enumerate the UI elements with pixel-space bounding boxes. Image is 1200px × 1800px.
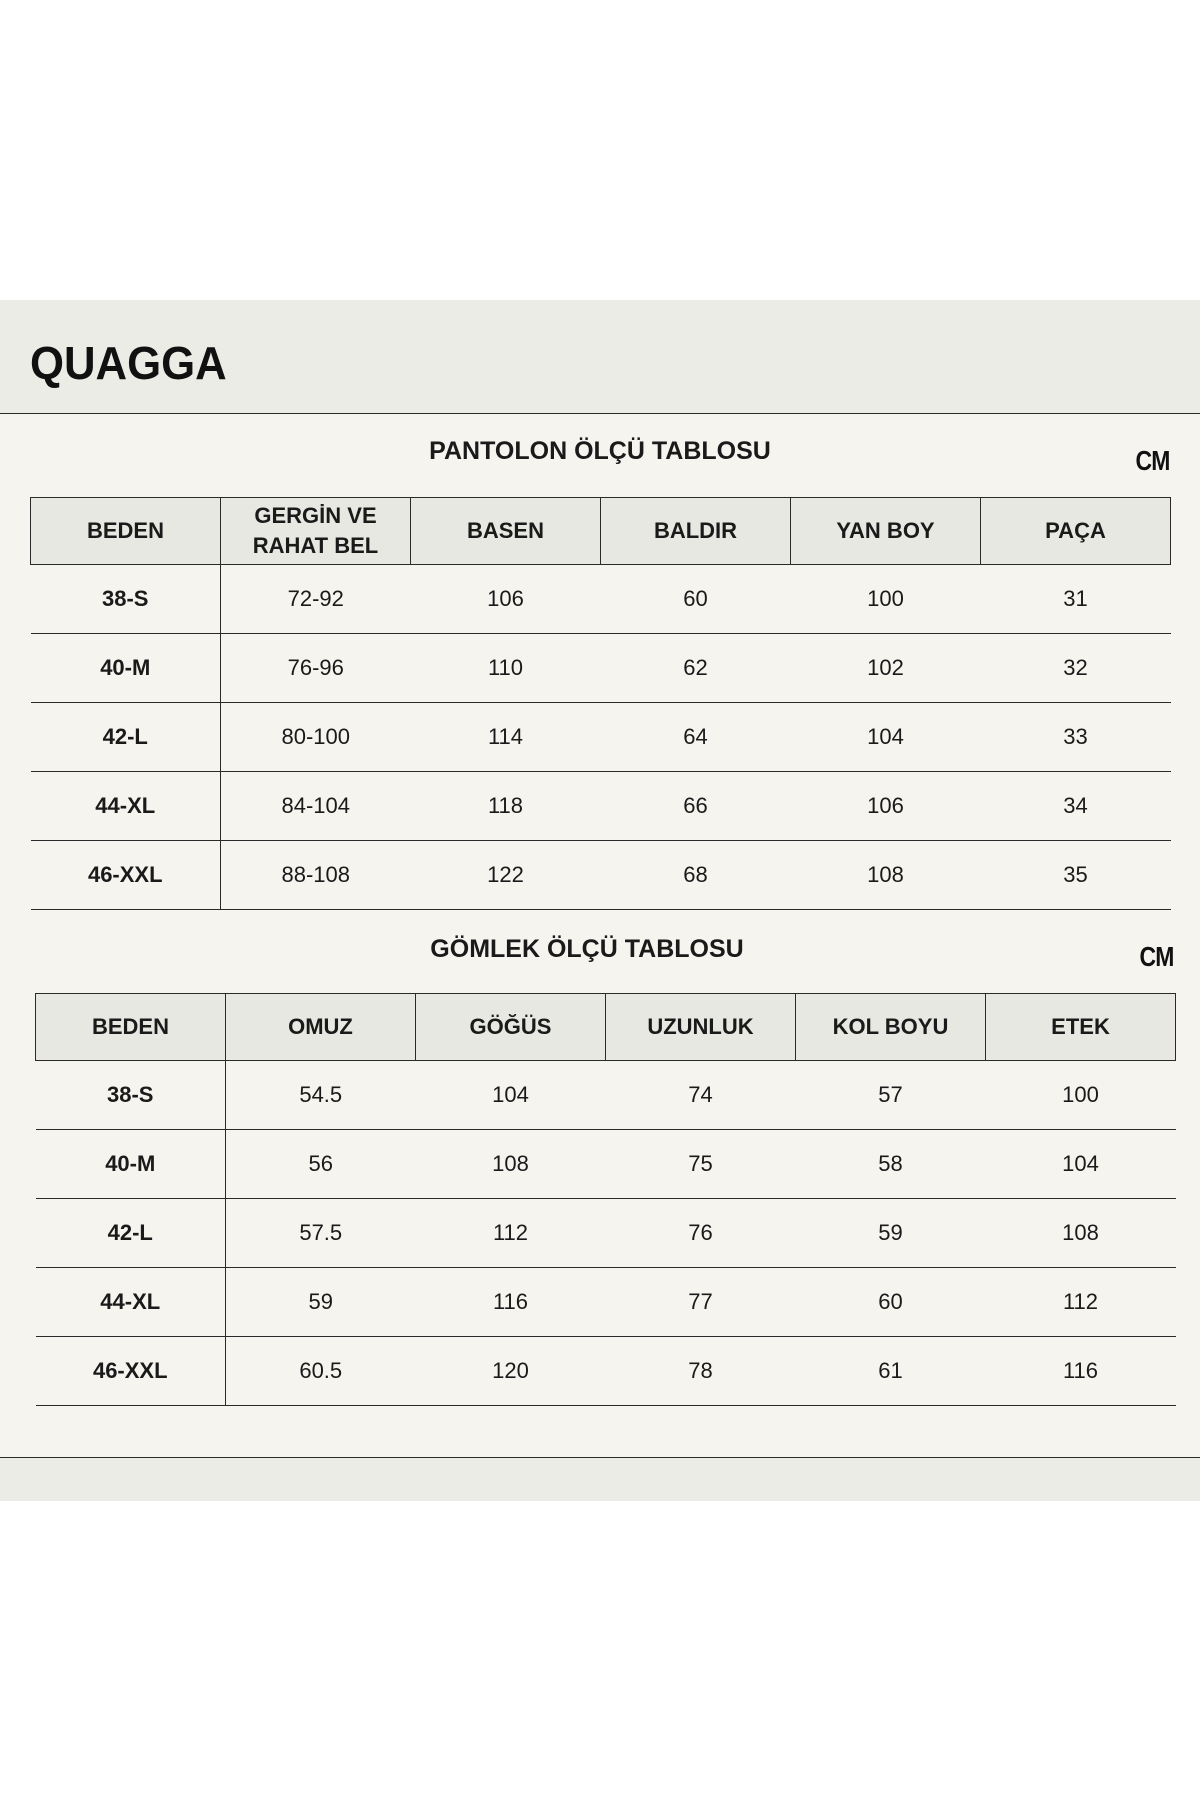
shirt-unit-label: CM bbox=[1139, 941, 1174, 972]
value-cell: 35 bbox=[981, 841, 1171, 910]
value-cell: 54.5 bbox=[226, 1061, 416, 1130]
table-row bbox=[31, 634, 1171, 703]
value-cell: 59 bbox=[226, 1268, 416, 1337]
value-cell: 114 bbox=[411, 703, 601, 772]
header-baldir: BALDIR bbox=[601, 498, 791, 565]
table-row bbox=[36, 1130, 1176, 1199]
value-cell: 106 bbox=[411, 565, 601, 634]
value-cell: 60.5 bbox=[226, 1337, 416, 1406]
value-cell: 104 bbox=[791, 703, 981, 772]
size-cell: 42-L bbox=[31, 703, 221, 772]
size-cell: 40-M bbox=[31, 634, 221, 703]
pants-unit-label: CM bbox=[1135, 445, 1170, 476]
value-cell: 60 bbox=[796, 1268, 986, 1337]
pants-table-title: PANTOLON ÖLÇÜ TABLOSU bbox=[429, 437, 771, 465]
header-beden: BEDEN bbox=[31, 498, 221, 565]
value-cell: 106 bbox=[791, 772, 981, 841]
table-row bbox=[36, 1061, 1176, 1130]
value-cell: 122 bbox=[411, 841, 601, 910]
size-cell: 40-M bbox=[36, 1130, 226, 1199]
value-cell: 31 bbox=[981, 565, 1171, 634]
value-cell: 68 bbox=[601, 841, 791, 910]
footer-band bbox=[0, 1457, 1200, 1501]
value-cell: 32 bbox=[981, 634, 1171, 703]
value-cell: 77 bbox=[606, 1268, 796, 1337]
table-row bbox=[36, 1268, 1176, 1337]
pants-size-table bbox=[30, 497, 1171, 910]
value-cell: 88-108 bbox=[221, 841, 411, 910]
value-cell: 108 bbox=[791, 841, 981, 910]
header-basen: BASEN bbox=[411, 498, 601, 565]
size-cell: 38-S bbox=[36, 1061, 226, 1130]
brand-logo: QUAGGA bbox=[30, 337, 227, 389]
table-row bbox=[36, 1337, 1176, 1406]
value-cell: 112 bbox=[416, 1199, 606, 1268]
value-cell: 62 bbox=[601, 634, 791, 703]
value-cell: 110 bbox=[411, 634, 601, 703]
header-bel: GERGİN VE RAHAT BEL bbox=[221, 498, 411, 565]
value-cell: 75 bbox=[606, 1130, 796, 1199]
value-cell: 76 bbox=[606, 1199, 796, 1268]
header-gogus: GÖĞÜS bbox=[416, 994, 606, 1061]
value-cell: 61 bbox=[796, 1337, 986, 1406]
value-cell: 84-104 bbox=[221, 772, 411, 841]
size-cell: 46-XXL bbox=[36, 1337, 226, 1406]
table-row bbox=[31, 772, 1171, 841]
brand-header bbox=[0, 300, 1200, 414]
value-cell: 56 bbox=[226, 1130, 416, 1199]
table-header-row bbox=[36, 994, 1176, 1061]
value-cell: 102 bbox=[791, 634, 981, 703]
size-cell: 38-S bbox=[31, 565, 221, 634]
table-row bbox=[31, 841, 1171, 910]
shirt-size-table bbox=[35, 993, 1176, 1406]
value-cell: 64 bbox=[601, 703, 791, 772]
table-row bbox=[31, 703, 1171, 772]
header-beden: BEDEN bbox=[36, 994, 226, 1061]
header-etek: ETEK bbox=[986, 994, 1176, 1061]
value-cell: 100 bbox=[791, 565, 981, 634]
header-uzunluk: UZUNLUK bbox=[606, 994, 796, 1061]
value-cell: 108 bbox=[986, 1199, 1176, 1268]
value-cell: 33 bbox=[981, 703, 1171, 772]
shirt-table-title: GÖMLEK ÖLÇÜ TABLOSU bbox=[430, 935, 744, 963]
value-cell: 58 bbox=[796, 1130, 986, 1199]
value-cell: 80-100 bbox=[221, 703, 411, 772]
value-cell: 59 bbox=[796, 1199, 986, 1268]
value-cell: 100 bbox=[986, 1061, 1176, 1130]
value-cell: 74 bbox=[606, 1061, 796, 1130]
value-cell: 112 bbox=[986, 1268, 1176, 1337]
size-cell: 46-XXL bbox=[31, 841, 221, 910]
size-chart-card bbox=[0, 300, 1200, 1500]
size-cell: 44-XL bbox=[31, 772, 221, 841]
size-cell: 44-XL bbox=[36, 1268, 226, 1337]
size-cell: 42-L bbox=[36, 1199, 226, 1268]
value-cell: 76-96 bbox=[221, 634, 411, 703]
value-cell: 57.5 bbox=[226, 1199, 416, 1268]
value-cell: 78 bbox=[606, 1337, 796, 1406]
value-cell: 57 bbox=[796, 1061, 986, 1130]
value-cell: 116 bbox=[986, 1337, 1176, 1406]
value-cell: 72-92 bbox=[221, 565, 411, 634]
header-omuz: OMUZ bbox=[226, 994, 416, 1061]
table-row bbox=[31, 565, 1171, 634]
table-row bbox=[36, 1199, 1176, 1268]
value-cell: 120 bbox=[416, 1337, 606, 1406]
header-yan-boy: YAN BOY bbox=[791, 498, 981, 565]
value-cell: 116 bbox=[416, 1268, 606, 1337]
header-kol-boyu: KOL BOYU bbox=[796, 994, 986, 1061]
value-cell: 104 bbox=[986, 1130, 1176, 1199]
value-cell: 108 bbox=[416, 1130, 606, 1199]
table-header-row bbox=[31, 498, 1171, 565]
value-cell: 118 bbox=[411, 772, 601, 841]
value-cell: 60 bbox=[601, 565, 791, 634]
value-cell: 34 bbox=[981, 772, 1171, 841]
value-cell: 104 bbox=[416, 1061, 606, 1130]
value-cell: 66 bbox=[601, 772, 791, 841]
header-paca: PAÇA bbox=[981, 498, 1171, 565]
